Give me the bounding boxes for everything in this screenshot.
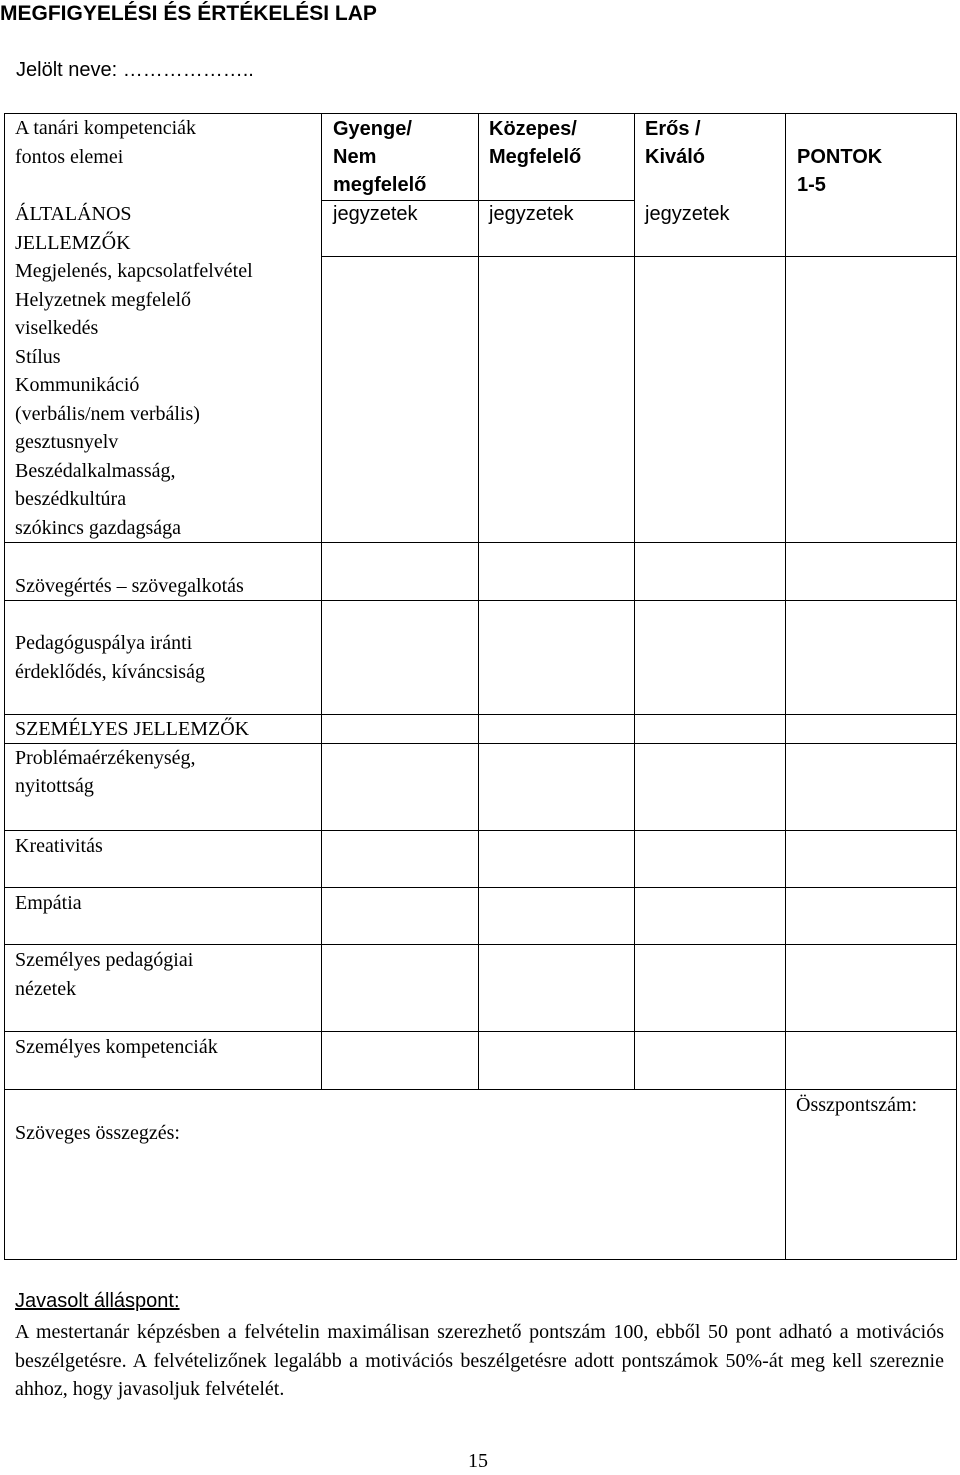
general-characteristics: ÁLTALÁNOS JELLEMZŐK Megjelenés, kapcsolatfelvétel Helyzetnek megfelelő viselkedés Stílus Kommunikáció (verbális/nem verbális) gesztusnyelv Beszédalkalmasság, beszédkultúra szókincs gazdagsága bbox=[15, 203, 253, 539]
row-divider bbox=[4, 887, 957, 888]
total-score-label: Összpontszám: bbox=[796, 1094, 918, 1116]
row-divider bbox=[4, 1031, 957, 1032]
col-header-weak: Gyenge/ Nem megfelelő bbox=[333, 118, 427, 196]
recommendation-text: A mestertanár képzésben a felvételin maximálisan szerezhető pontszám 100, ebből 50 pont adható a motivációs beszélgetésre. A felvételizőnek legalább a motivációs beszélgetésre adott pontszámok 50%-át meg kell szereznie ahhoz, hogy javasoljuk felvételét. bbox=[15, 1321, 944, 1400]
row-empathy: Empátia bbox=[15, 892, 82, 914]
divider-col-4 bbox=[785, 113, 786, 1260]
page-number: 15 bbox=[468, 1450, 488, 1472]
row-personal-competencies: Személyes kompetenciák bbox=[15, 1036, 218, 1058]
notes-divider bbox=[321, 256, 957, 257]
page-title: MEGFIGYELÉSI ÉS ÉRTÉKELÉSI LAP bbox=[0, 2, 377, 25]
row-creativity: Kreativitás bbox=[15, 835, 103, 857]
row-divider bbox=[4, 542, 957, 543]
row-pedagogical-views: Személyes pedagógiai nézetek bbox=[15, 949, 194, 1000]
col-header-medium: Közepes/ Megfelelő bbox=[489, 118, 582, 168]
row-personal-characteristics: SZEMÉLYES JELLEMZŐK Problémaérzékenység, nyitottság bbox=[15, 718, 250, 797]
divider-col-3 bbox=[634, 113, 635, 1089]
candidate-name-field[interactable]: Jelölt neve: ……………….. bbox=[16, 59, 254, 81]
col-header-points: PONTOK 1-5 bbox=[797, 146, 883, 196]
divider-col-1 bbox=[321, 113, 322, 1089]
divider-col-2 bbox=[478, 113, 479, 1089]
row-interest: Pedagóguspálya iránti érdeklődés, kíváncsiság bbox=[15, 632, 205, 683]
row-divider bbox=[4, 830, 957, 831]
summary-label: Szöveges összegzés: bbox=[15, 1122, 180, 1144]
row-divider bbox=[4, 944, 957, 945]
competency-header: A tanári kompetenciák fontos elemei bbox=[15, 117, 197, 168]
notes-label-medium: jegyzetek bbox=[489, 203, 574, 225]
notes-label-weak: jegyzetek bbox=[333, 203, 418, 225]
recommendation-title: Javasolt álláspont: bbox=[15, 1290, 180, 1312]
notes-label-strong: jegyzetek bbox=[645, 203, 730, 225]
row-divider bbox=[4, 1089, 957, 1090]
row-text-comprehension: Szövegértés – szövegalkotás bbox=[15, 575, 244, 597]
col-header-strong: Erős / Kiváló bbox=[645, 118, 706, 168]
